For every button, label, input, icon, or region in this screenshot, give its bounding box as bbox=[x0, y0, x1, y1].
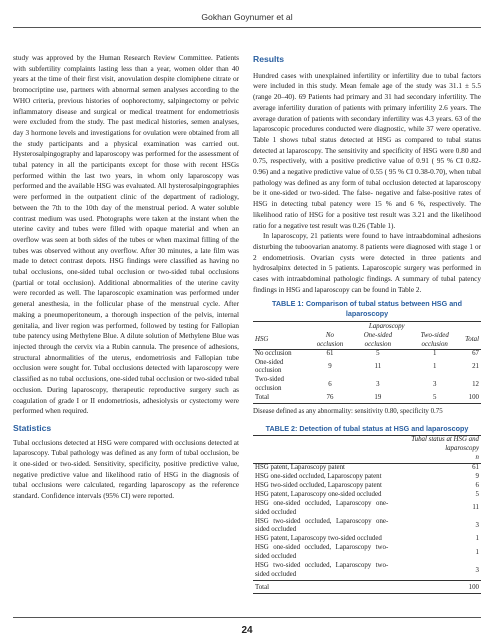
table1-cell: One-sided occlusion bbox=[255, 358, 284, 375]
table1-row bbox=[253, 359, 481, 377]
table2-caption: TABLE 2: Detection of tubal status at HSG and laparoscopy bbox=[265, 423, 469, 433]
table2-cell: HSG patent, Laparoscopy one-sided occluded bbox=[255, 490, 382, 498]
table1-header-two-sided: Two-sided occlusion bbox=[420, 331, 449, 348]
table2-row bbox=[253, 491, 481, 500]
table1-header-no-occlusion: No occlusion bbox=[316, 331, 344, 348]
table1-cell: 5 bbox=[432, 394, 437, 402]
table2-cell: HSG patent, Laparoscopy patent bbox=[255, 464, 345, 472]
table2-col-subheader: n bbox=[475, 454, 479, 462]
table2-row bbox=[253, 535, 481, 544]
left-column bbox=[13, 53, 239, 502]
table2-cell: 9 bbox=[475, 473, 479, 481]
table1-note: Disease defined as any abnormality: sensitivity 0.80, specificity 0.75 bbox=[253, 408, 443, 416]
table2-cell: 1 bbox=[475, 535, 479, 543]
table2-col-header: Tubal status at HSG and laparoscopy bbox=[411, 436, 479, 453]
table1-cell: 3 bbox=[432, 380, 437, 388]
results-heading: Results bbox=[253, 54, 285, 64]
table2-cell: HSG one-sided occluded, Laparoscopy two-sided occluded bbox=[255, 544, 389, 561]
table1-row bbox=[253, 376, 481, 394]
table1-cell: 9 bbox=[328, 363, 332, 371]
statistics-paragraph: Tubal occlusions detected at HSG were compared with occlusions detected at laparoscopy. Tubal pathology was defined as any form of tubal occlusion, be it one-sided or two-sided. Sensitivity, specificity, positive predictive value, negative predictive value and likelihood ratio of HSG in the diagnosis of tubal occlusions were calculated, regarding laparoscopy as the reference standard. Confidence intervals (95% CI) were reported. bbox=[13, 438, 239, 501]
table2-cell: 1 bbox=[475, 548, 479, 556]
table1-cell: Two-sided occlusion bbox=[255, 376, 284, 393]
table1-group-header: Laparoscopy bbox=[368, 322, 405, 330]
table2 bbox=[253, 435, 481, 594]
table1-row bbox=[253, 349, 481, 358]
table2-cell: HSG one-sided occluded, Laparoscopy patent bbox=[255, 473, 382, 481]
table1-cell: 61 bbox=[326, 349, 334, 357]
results-paragraph-1: Hundred cases with unexplained infertility or infertility due to tubal factors were included in this study. Mean female age of the study was 31.1 ± 5.5 (range 20–40). 69 Patients had primary and 31 had secondary infertility. The average infertility duration of patients with primary infertility 2.6 years. The average duration of patients with secondary infertility was 4.3 years. 63 of the laparoscopic procedures conducted were diagnostic, while 37 were operative. Table 1 shows tubal status detected at HSG as compared to tubal status detected at laparoscopy. The sensitivity and specificity of HSG were 0.80 and 0.75, respectively, with a positive predictive value of 0.91 ( 95 % CI 0.82-0.96) and a negative predictive value of 0.55 ( 95 % CI 0.38-0.70), when tubal pathology was defined as any form of tubal occlusion detected at laparoscopy be it one-sided or two-sided. The false- negative and false-positive rates of HSG in detecting tubal patency were 15 % and 6 %, respectively. The likelihood ratio of HSG for a positive test result was 3.21 and the likelihood ratio for a negative test result was 0.26 (Table 1). bbox=[253, 71, 481, 230]
table2-cell: HSG one-sided occluded, Laparoscopy one-sided occluded bbox=[255, 499, 389, 516]
table2-row bbox=[253, 482, 481, 491]
table2-row bbox=[253, 500, 481, 518]
table1-header-hsg: HSG bbox=[255, 336, 269, 344]
methods-paragraph: study was approved by the Human Research Review Committee. Patients with subfertility complaints lasting less than a year, women older than 40 years at the time of their first visit, anovulation despite clomiphene citrate or bromocriptine use, partners with abnormal semen analyses according to the WHO criteria, previous histories of oophorectomy, salpingectomy or pelvic inflammatory disease and surgical or medical treatment for endometriosis were excluded from the study. The past medical histories, semen analyses, day 3 hormone levels and investigations for ovulation were obtained from all the study participants and a physical examination was carried out. Hysterosalpingography and laparoscopy was performed for the assessment of tubal patency in all the participants except for those with recent HSGs performed within the last two years, in whom only laparoscopy was performed and the available HSG was evaluated. All hysterosalpingographies were performed in the outpatient clinic of the department of radiology, between the 7th to the 10th day of the menstrual period. A water soluble contrast medium was used. Photographs were taken at the instant when the uterine cavity and tubes were filled with opaque material and when an overflow was seen at both sides of the tubes or when maximal filling of the tubes was observed without any overflow. After 30 minutes, a late film was made to detect contrast depots. HSG findings were classified as having no tubal occlusions, one-sided tubal occlusion or two-sided tubal occlusions (partial or total occlusion). Additional abnormalities of the uterine cavity were recorded as well. The laparoscopic examination was performed under general anesthesia, in the follicular phase of the menstrual cycle. After making a pneumoperitoneum, a thorough inspection of the pelvis, internal genitalia, and liver region was performed, followed by testing for Fallopian tube patency using Methylene Blue. A dilute solution of Methylene Blue was injected through the cervix via a Rubin cannula. The presence of adhesions, structural abnormalities of the uterus, endometriosis and Fallopian tube occlusion were sought for. Tubal occlusions detected with laparoscopy were classified as no tubal occlusions, one-sided tubal occlusion or two-sided tubal occlusion. During laparoscopy, therapeutic reproductive surgery such as coagulation of grade I or II endometriosis, adhesiolysis or cystectomy were performed when required. bbox=[13, 54, 239, 416]
running-header: Gokhan Goynumer et al bbox=[201, 12, 293, 22]
table1-cell: 5 bbox=[376, 349, 380, 357]
page-number: 24 bbox=[241, 625, 253, 636]
table1-cell: 3 bbox=[376, 380, 380, 388]
table1-header-total: Total bbox=[465, 336, 479, 344]
table2-total-value: 100 bbox=[468, 584, 479, 592]
table2-row bbox=[253, 464, 481, 473]
table1-cell: 21 bbox=[472, 363, 479, 371]
table1-cell: 76 bbox=[326, 394, 334, 402]
table1-cell: Total bbox=[255, 394, 270, 402]
table2-cell: HSG two-sided occluded, Laparoscopy two-sided occluded bbox=[255, 562, 389, 578]
table1-cell: 19 bbox=[374, 394, 382, 402]
right-column bbox=[253, 54, 481, 594]
table1-caption: TABLE 1: Comparison of tubal status between HSG and laparoscopy bbox=[272, 299, 462, 319]
table2-cell: 3 bbox=[475, 566, 479, 574]
table2-total-row bbox=[253, 584, 481, 593]
table1-total-row bbox=[253, 394, 481, 403]
table2-cell: 3 bbox=[475, 522, 479, 529]
table1-cell: 6 bbox=[328, 380, 332, 388]
table2-cell: 6 bbox=[475, 481, 479, 489]
table2-row bbox=[253, 544, 481, 562]
footer-rule bbox=[13, 617, 481, 618]
table2-cell: 61 bbox=[472, 464, 479, 472]
table1-cell: 11 bbox=[374, 363, 382, 371]
table2-cell: HSG two-sided occluded, Laparoscopy one-sided occluded bbox=[255, 517, 389, 534]
table2-total-label: Total bbox=[255, 584, 270, 592]
table2-row bbox=[253, 518, 481, 536]
table2-row bbox=[253, 473, 481, 482]
table1-cell: 100 bbox=[468, 394, 479, 402]
table2-row bbox=[253, 562, 481, 580]
statistics-heading: Statistics bbox=[13, 422, 52, 433]
table2-cell: HSG two-sided occluded, Laparoscopy patent bbox=[255, 481, 382, 489]
table1 bbox=[253, 321, 481, 404]
header-rule bbox=[13, 27, 481, 28]
table1-cell: 1 bbox=[432, 363, 437, 371]
table2-cell: 5 bbox=[475, 490, 479, 498]
table1-cell: No occlusion bbox=[255, 349, 292, 357]
table1-header-one-sided: One-sided occlusion bbox=[363, 331, 393, 348]
results-paragraph-2: In laparoscopy, 21 patients were found to have intraabdominal adhesions disturbing the tuboovarian anatomy. 8 patients were diagnosed with stage 1 or 2 endometriosis. Ovarian cysts were detected in three patients and hydrosalpinx detected in 5 patients. Laparoscopic surgery was performed in cases with intraabdominal pathologic findings. A summary of tubal patency findings in HSG and laparoscopy can be found in Table 2. bbox=[253, 232, 481, 294]
table2-cell: 11 bbox=[472, 504, 479, 512]
table1-cell: 1 bbox=[432, 349, 437, 357]
table1-cell: 12 bbox=[472, 380, 479, 388]
table2-cell: HSG patent, Laparoscopy two-sided occluded bbox=[255, 535, 382, 543]
table1-cell: 67 bbox=[472, 349, 479, 357]
